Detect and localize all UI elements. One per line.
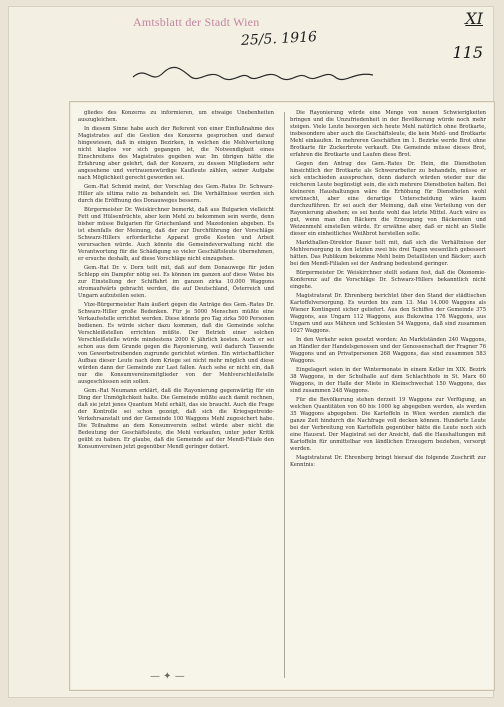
paragraph: Bürgermeister Dr. Weiskirchner stellt sodann fest, daß die Ökonomie-Konferenz auf die Vorschläge Dr. Schwarz-Hillers bekanntlich nicht eingehe.: [290, 270, 486, 290]
ornament: — ✦ —: [150, 671, 185, 682]
newspaper-stamp: Amtsblatt der Stadt Wien: [133, 15, 260, 29]
paragraph: gliedes des Konzerns zu informieren, um etwaige Unebenheiten auszugleichen.: [78, 110, 274, 123]
paragraph: Gem.-Rat Neumann erklärt, daß die Rayonierung gegenwärtig für ein Ding der Unmöglichkeit halte. Die Gemeinde müßte auch damit rechnen, daß sie jetzt jenes Quantum Mehl erhält, das sie braucht. Auch die Frage der Kontrolle sei schon gezeigt, daß sich die Kriegsgetreide-Verkehrsanstalt und der Gemeinde 100 Waggons Mehl zugesichert habe. Die Teilnahme an dem Konsumverein selbst würde aber nicht die Bedeutung der Geschäftsleute, die Mehl verkaufen, unter jeder Kritik geübt zu haben. Er glaube, daß die Gemeinde auf der Mendl-Filiale den Konsumvereinen jetzt gegenüber Mendl geringer dotiert.: [78, 388, 274, 450]
paragraph: Gem.-Rat Schmid meint, der Vorschlag des Gem.-Rates Dr. Schwarz-Hiller als ultima ratio zu behandeln sei. Die Verhältnisse werden sich durch die Eröffnung des Donauweges bessern.: [78, 184, 274, 204]
handwritten-date: 25/5. 1916: [240, 29, 318, 49]
page-mark: XI: [465, 9, 483, 28]
paragraph: Gegen den Antrag des Gem.-Rates Dr. Hein, die Dienstboten hinsichtlich der Brotkarte als Schwerarbeiter zu behandeln, müsse er sich entschieden aussprechen, denn dadurch würden wieder nur die reicheren Leute begünstigt sein, die sich mehrere Dienstboten halten. Bei kleineren Haushaltungen wäre die Erhöhung für Dienstboten wohl erwünscht, aber eine derartige Unterscheidung wäre kaum durchzuführen. Er sei auch der Meinung, daß eine Verteilung von der Rayonierung absehen; es sei heute wohl das letzte Mittel. Auch wäre es gut, wenn man den Bäckern die Erzeugung von Bäckereien und Weizenmehl einstellen würde. Er erwähne aber, daß er nicht an Stelle dieser ein einheitliches Weißbrot herstellen solle.: [290, 161, 486, 237]
paragraph: Eingelagert seien in der Wintermonate in einem Keller im XIX. Bezirk 38 Waggons, in der Schulhalle auf dem Schlachthofe in St. Marx 60 Waggons, in der Halle der Miete in Kleinschwechat 150 Waggons, das sind zusammen 248 Waggons.: [290, 367, 486, 394]
paragraph: Für die Bevölkerung stehen derzeit 19 Waggons zur Verfügung, an welchen Quantitäten von 60 bis 1000 kg abgegeben werden, als werden 35 Waggons abgegeben. Die Kartoffeln in Wien werden ziemlich die ganze Zeit hindurch die Nachfrage voll decken können. Hunderte Leute bei der Verbreitung von Kartoffeln gegenüber hätte die Leute noch sich eine Hausrat. Der Magistrat sei der Ansicht, daß die Haushaltungen mit Kartoffeln für unmittelbar von ländlichen Erzeugern beziehen, versorgt werden.: [290, 397, 486, 452]
folio-number: 115: [452, 43, 483, 62]
paragraph: Bürgermeister Dr. Weiskirchner bemerkt, daß aus Bulgarien vielleicht Fett und Hülsenfrüchte, aber kein Mehl zu bekommen sein werde, denn bisher müsse Bulgarien für Griechenland und Mazedonien abgeben. Es ist ebenfalls der Meinung, daß der zur Durchführung der Vorschläge Schwarz-Hillers erforderliche Apparat große Kosten und Arbeit verursachen würde. Auch könnte die Gemeindeverwaltung nicht die Verantwortung für die Schädigung so vieler Geschäftsleute übernehmen, er ersuche deshalb, auf diese Vorschläge nicht einzugehen.: [78, 207, 274, 262]
paragraph: Magistratsrat Dr. Ehrenberg bringt hierauf die folgende Zuschrift zur Kenntnis:: [290, 455, 486, 468]
newspaper-clipping: [69, 101, 495, 691]
paragraph: In den Verkehr seien gesetzt worden: An Marktständen 240 Waggons, an Händler der Handelsgenossen und der Genossenschaft der Fragner 76 Waggons und an Privatpersonen 268 Waggons, das sind zusammen 583 Waggons.: [290, 337, 486, 364]
paragraph: Magistratsrat Dr. Ehrenberg berichtet über den Stand der städtischen Kartoffelversorgung. Es wurden bis zum 13. Mai 14.000 Waggons als Wiener Kontingent sicher geliefert. Aus den Schiffen der Gemeinde 375 Waggons, aus Ungarn 112 Waggons, aus Bukowina 176 Waggons, aus Ungarn und aus Mähren und Schlesien 54 Waggons, daß sind zusammen 1027 Waggons.: [290, 293, 486, 334]
left-column: [78, 110, 274, 682]
paragraph: Die Rayonierung würde eine Menge von neuen Schwierigkeiten bringen und die Unzufriedenheit in der Bevölkerung würde noch mehr steigen. Viele Leute besorgen sich heute Mehl natürlich ohne Brotkarte, insbesondere aber auch die Geschäftsleute, die kein Mehl- und Brotkarte Mehl einkaufen. In mehreren Geschäften im 1. Bezirke werde Brot ohne Brotkarte für Zuckerbrote verkauft. Die Gemeinde müsse dieses Brot, erfahren die Brotkarte und Laufen diese Brot.: [290, 110, 486, 158]
paragraph: Markthallen-Direktor Bauer teilt mit, daß sich die Verhältnisse der Mehlversorgung in den letzten zwei bis drei Tagen wesentlich gebessert hätten. Das Publikum bekomme Mehl beim Detaillisten und Bäcker; auch bei den Mendl-Filialen sei der Andrang bedeutend geringer.: [290, 240, 486, 267]
right-column: [290, 110, 486, 682]
paragraph: In diesem Sinne habe auch der Referent von einer Einflußnahme des Magistrates auf die Gestion des Konzerns gesprochen und darauf hingewiesen, daß in einigen Bezirken, in welchen die Mehlverteilung nicht klaglos vor sich gegangen ist, die Notwendigkeit eines Einschreitens des Magistrates gegeben war. Im übrigen hätte die Erfahrung aber gelehrt, daß der Konzern, zu dessen Mitgliedern sehr angesehene und vertrauenswürdige Kaufleute zählen, seiner Aufgabe nach Möglichkeit gerecht geworden sei.: [78, 126, 274, 181]
archive-sheet: [8, 6, 494, 698]
handwritten-signature: [129, 63, 379, 87]
column-divider: [284, 112, 285, 678]
paragraph: Gem.-Rat Dr. v. Dorn teilt mit, daß auf dem Donauwege für jeden Schlepp ein Dampfer nötig sei. Es können im ganzen auf diese Weise bis zur Einstellung der Schiffahrt im ganzen zirka 10.000 Waggons stromaufwärts gebracht werden, die auf Deutschland, Österreich und Ungarn aufzuteilen seien.: [78, 265, 274, 299]
paragraph: Vize-Bürgermeister Rain äußert gegen die Anträge des Gem.-Rates Dr. Schwarz-Hiller große Bedenken. Für je 5000 Menschen müßte eine Verkaufsstelle errichtet werden. Diese könnte pro Tag zirka 500 Personen bedienen. Es würde sicher dazu kommen, daß die Gemeinde solche Verschleißstellen errichten müßte. Der Betrieb einer solchen Verschleißstelle würde mindestens 2000 K jährlich kosten. Auch er sei schon aus dem Grunde gegen die Rayonierung, weil dadurch Tausende von Gewerbetreibenden zugrunde gerichtet würden. Ein wirtschaftlicher Aufbau dieser Leute nach dem Kriege sei nicht mehr möglich und diese würden dann der Gemeinde zur Last fallen. Auch sehe er nicht ein, daß nur die Konsumvereinsmitglieder von der Mehlverschleißstelle ausgeschlossen sein sollen.: [78, 302, 274, 385]
